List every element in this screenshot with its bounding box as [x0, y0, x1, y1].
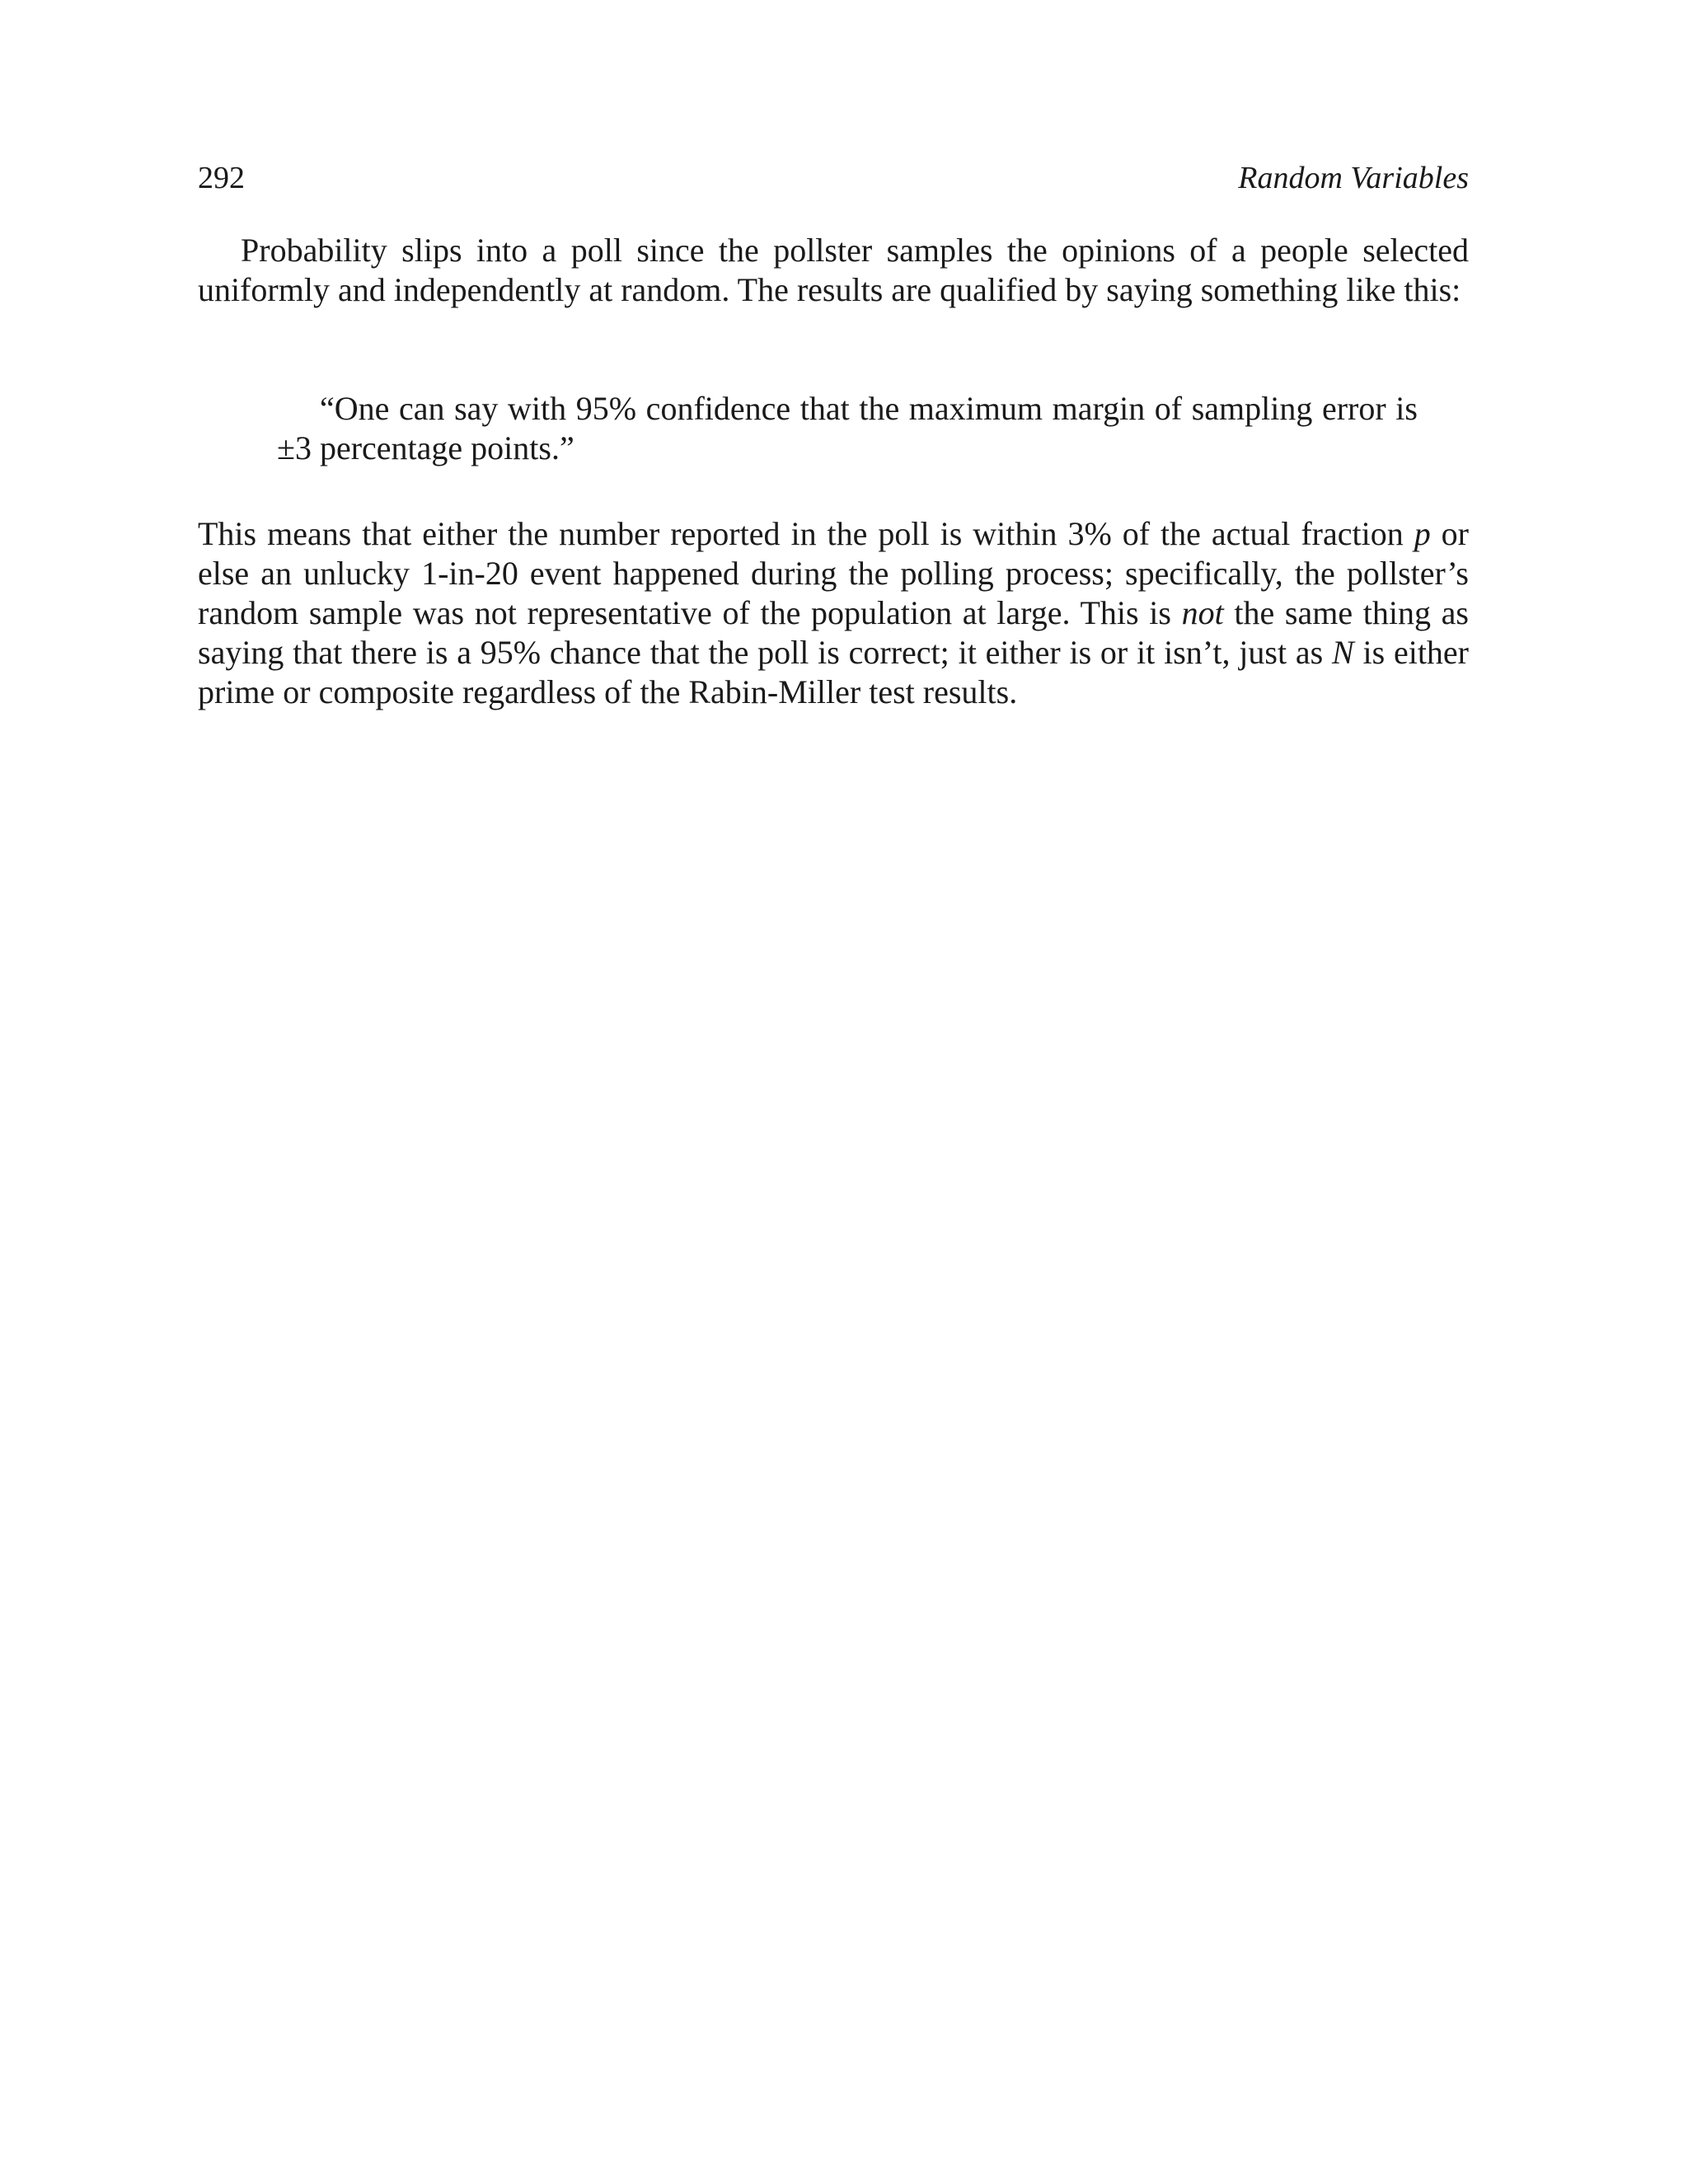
paragraph-2-text-2: or else an unlucky 1-in-20 event happened during the polling process; specifically, the pollster’s random sample was not representative of the population at large. This is	[198, 515, 1469, 631]
emphasis-not: not	[1181, 594, 1224, 631]
paragraph-2-text-3: the same thing as saying that there is a 95% chance that the poll is correct; it either is or it isn’t, just as	[198, 594, 1469, 671]
quote-math: ±3	[277, 429, 312, 466]
paragraph-2-text-4: is either prime or composite regardless of the Rabin-Miller test results.	[198, 634, 1470, 710]
math-N: N	[1331, 634, 1354, 671]
quote-text-1: “One can say with 95% confidence that the maximum margin of sampling error is	[320, 390, 1418, 427]
running-head	[198, 155, 1469, 201]
paragraph-1: Probability slips into a poll since the pollster samples the opinions of a people selected uniformly and independently at random. The results are qualified by saying something like this:	[198, 232, 1469, 308]
quote-text-2: percentage points.”	[311, 429, 574, 466]
page-number: 292	[198, 161, 245, 195]
block-quote	[277, 389, 1418, 468]
math-p: p	[1414, 515, 1431, 552]
running-title: Random Variables	[1238, 161, 1469, 195]
paragraph-2-text-1: This means that either the number reported in the poll is within 3% of the actual fraction	[198, 515, 1414, 552]
paragraph-2	[198, 514, 1469, 712]
